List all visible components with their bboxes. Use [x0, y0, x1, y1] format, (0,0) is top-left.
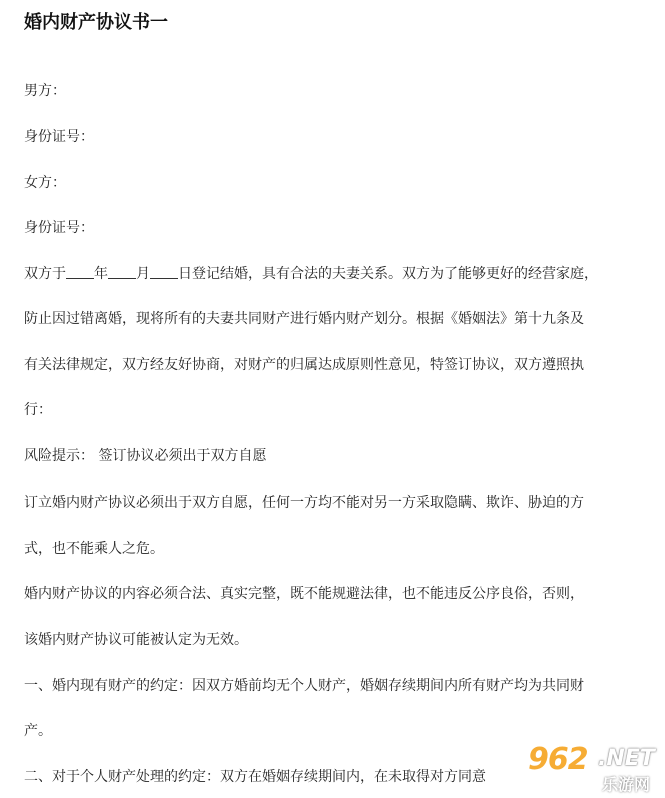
date-suffix: 日登记结婚，具有合法的夫妻关系。双方为了能够更好的经营家庭， — [178, 266, 598, 282]
day-blank — [150, 266, 178, 279]
risk-notice: 风险提示： 签订协议必须出于双方自愿 — [24, 448, 267, 464]
document-title: 婚内财产协议书一 — [24, 12, 168, 33]
paragraph-line: 订立婚内财产协议必须出于双方自愿，任何一方均不能对另一方采取隐瞒、欺诈、胁迫的方 — [24, 495, 584, 511]
watermark-net: .NET — [598, 746, 655, 771]
wife-id-field: 身份证号： — [24, 220, 94, 236]
husband-field: 男方： — [24, 83, 66, 99]
wife-field: 女方： — [24, 175, 66, 191]
month-blank — [108, 266, 136, 279]
date-prefix: 双方于 — [24, 266, 66, 282]
year-label: 年 — [94, 266, 108, 282]
paragraph-line: 产。 — [24, 723, 52, 739]
clause-one: 一、婚内现有财产的约定：因双方婚前均无个人财产，婚姻存续期间内所有财产均为共同财 — [24, 678, 584, 694]
marriage-date-line — [24, 263, 598, 283]
year-blank — [66, 266, 94, 279]
watermark-logo: 962 — [528, 742, 588, 777]
paragraph-line: 行： — [24, 402, 52, 418]
paragraph-line: 式，也不能乘人之危。 — [24, 541, 164, 557]
paragraph-line: 婚内财产协议的内容必须合法、真实完整，既不能规避法律，也不能违反公序良俗，否则， — [24, 586, 584, 602]
clause-two: 二、对于个人财产处理的约定：双方在婚姻存续期间内，在未取得对方同意 — [24, 769, 486, 785]
month-label: 月 — [136, 266, 150, 282]
paragraph-line: 防止因过错离婚，现将所有的夫妻共同财产进行婚内财产划分。根据《婚姻法》第十九条及 — [24, 311, 584, 327]
husband-id-field: 身份证号： — [24, 129, 94, 145]
watermark-sitename: 乐游网 — [602, 775, 651, 794]
site-watermark — [528, 742, 662, 794]
paragraph-line: 有关法律规定，双方经友好协商，对财产的归属达成原则性意见，特签订协议，双方遵照执 — [24, 357, 584, 373]
paragraph-line: 该婚内财产协议可能被认定为无效。 — [24, 632, 248, 648]
